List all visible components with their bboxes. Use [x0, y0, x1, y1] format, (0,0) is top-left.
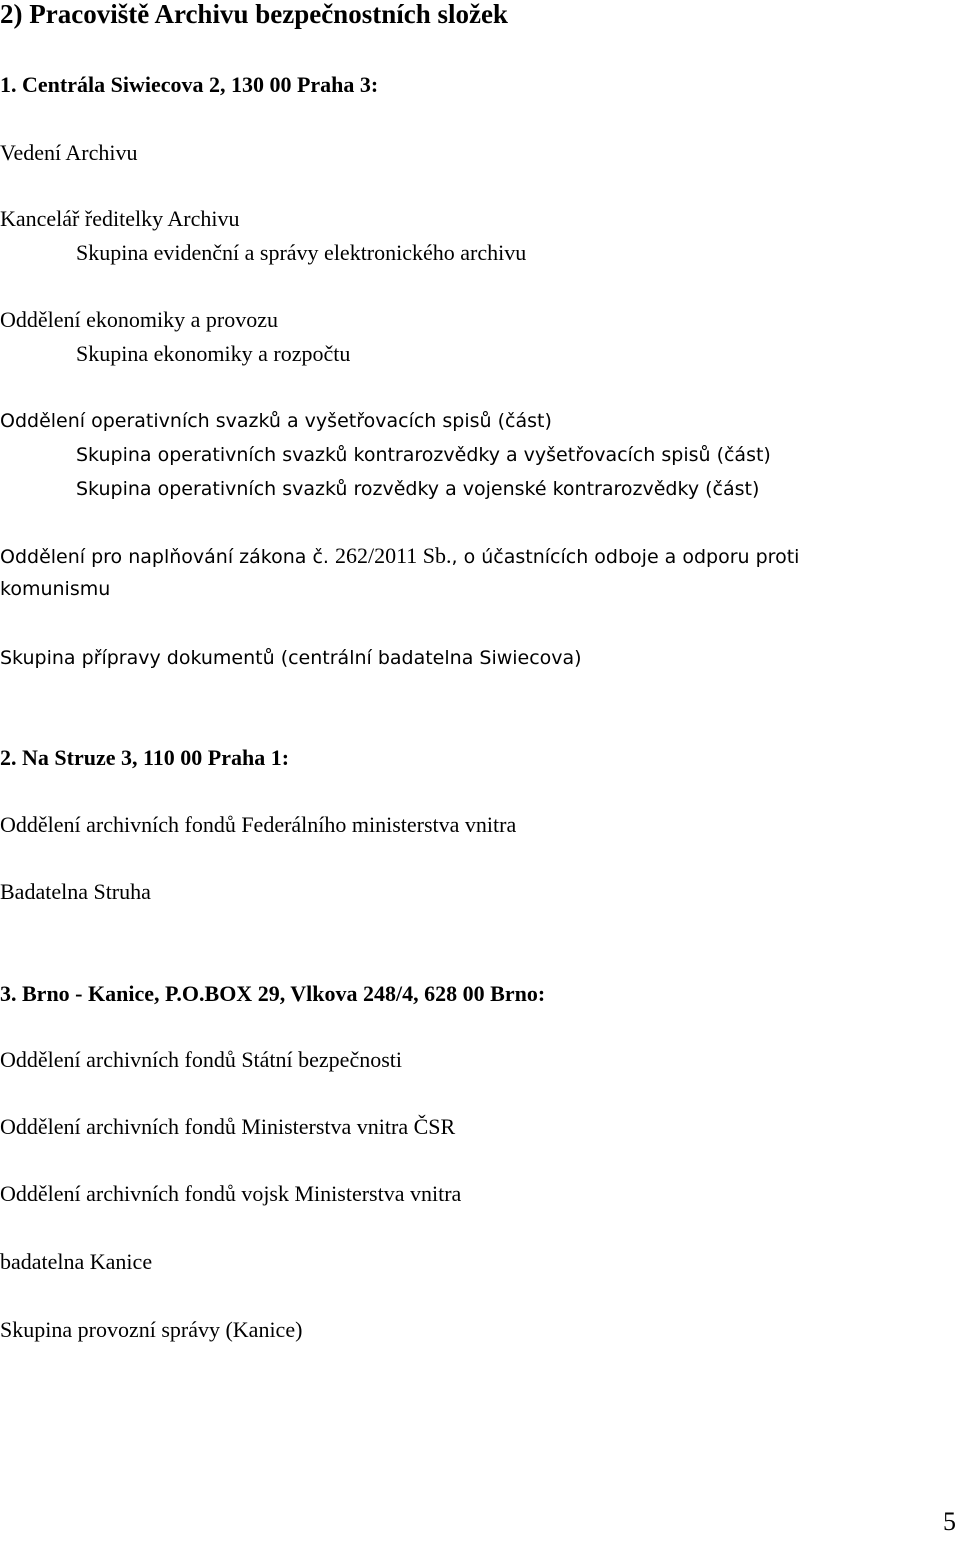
section-title-kanice: 3. Brno - Kanice, P.O.BOX 29, Vlkova 248/4, 628 00 Brno: — [0, 981, 546, 1006]
unit-badatelna-struha: Badatelna Struha — [0, 879, 151, 904]
unit-zakon-odboj-line2: komunismu — [0, 578, 111, 600]
subunit-rozvedka: Skupina operativních svazků rozvědky a vojenské kontrarozvědky (část) — [76, 478, 760, 500]
unit-ekonomika: Oddělení ekonomiky a provozu — [0, 307, 278, 332]
page-number: 5 — [943, 1507, 956, 1536]
section-title-struha: 2. Na Struze 3, 110 00 Praha 1: — [0, 745, 290, 770]
page-heading: 2) Pracoviště Archivu bezpečnostních složek — [0, 0, 508, 29]
zakon-text-a: Oddělení pro naplňování zákona č. — [0, 546, 335, 568]
unit-operativni-svazky: Oddělení operativních svazků a vyšetřovacích spisů (část) — [0, 410, 552, 432]
unit-badatelna-kanice: badatelna Kanice — [0, 1249, 153, 1274]
zakon-number: 262/2011 Sb. — [334, 543, 452, 568]
subunit-evidencni: Skupina evidenční a správy elektronického archivu — [76, 240, 527, 265]
unit-fondy-stb: Oddělení archivních fondů Státní bezpečnosti — [0, 1047, 402, 1072]
unit-fondy-vojsk: Oddělení archivních fondů vojsk Ministerstva vnitra — [0, 1181, 462, 1206]
unit-priprava-dokumentu: Skupina přípravy dokumentů (centrální badatelna Siwiecova) — [0, 647, 582, 669]
unit-fondy-mv-csr: Oddělení archivních fondů Ministerstva vnitra ČSR — [0, 1114, 456, 1139]
unit-vedeni-archivu: Vedení Archivu — [0, 140, 138, 165]
zakon-text-c: , o účastnících odboje a odporu proti — [451, 546, 800, 568]
subunit-ekonomika-rozpocet: Skupina ekonomiky a rozpočtu — [76, 341, 351, 366]
unit-zakon-odboj — [0, 542, 799, 571]
section-title-centrala: 1. Centrála Siwiecova 2, 130 00 Praha 3: — [0, 72, 379, 97]
unit-provozni-sprava: Skupina provozní správy (Kanice) — [0, 1317, 303, 1342]
subunit-kontrarozvedka: Skupina operativních svazků kontrarozvědky a vyšetřovacích spisů (část) — [76, 444, 771, 466]
unit-fondy-fmv: Oddělení archivních fondů Federálního ministerstva vnitra — [0, 812, 517, 837]
unit-kancelar: Kancelář ředitelky Archivu — [0, 206, 240, 231]
